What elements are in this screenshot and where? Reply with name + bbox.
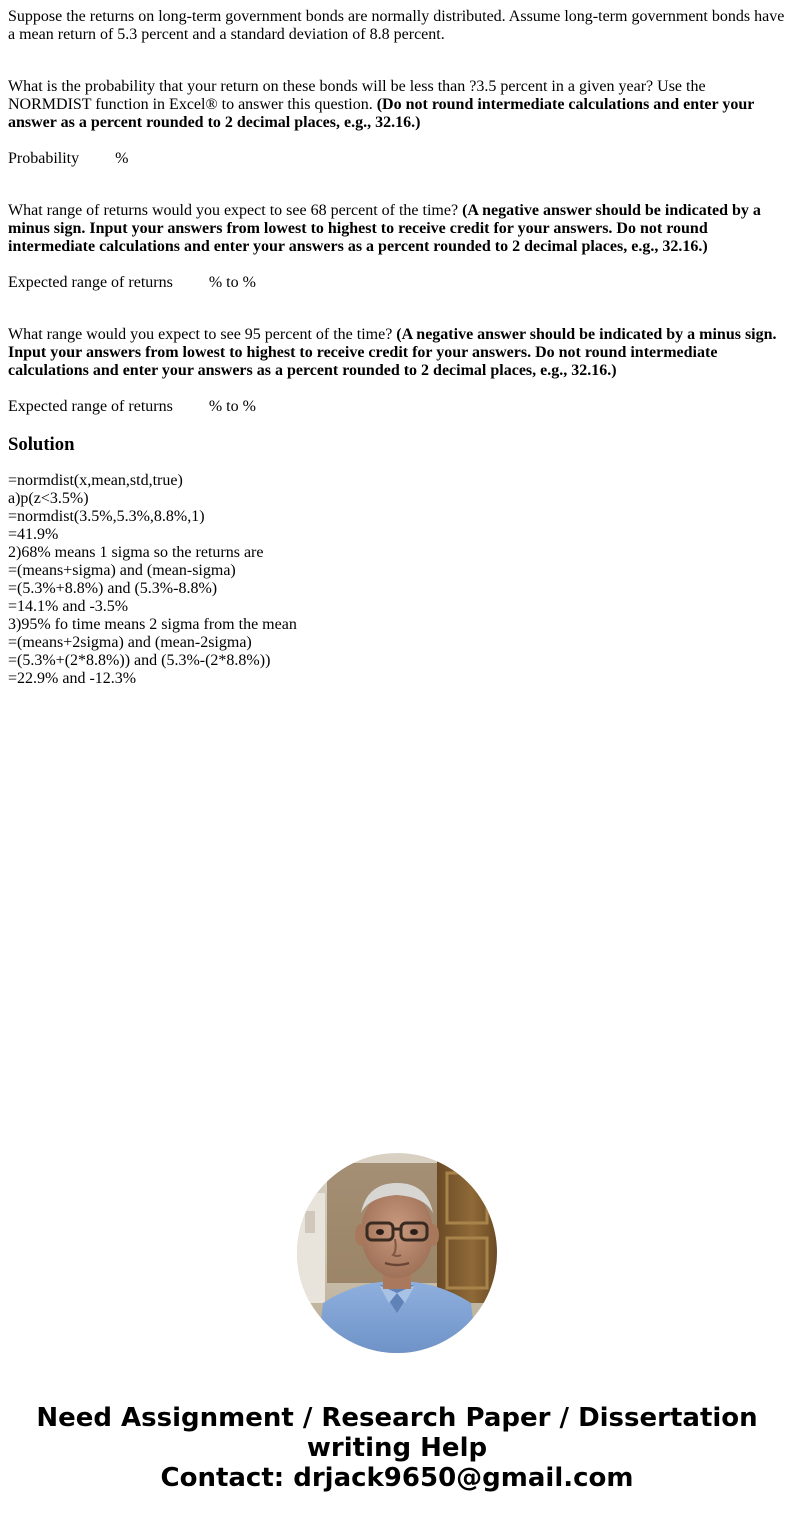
tutor-portrait-icon	[297, 1153, 497, 1353]
question-part-a-text: What is the probability that your return on these bonds will be less than ?3.5 percent in a given year? Use the NORMDIST function in Excel® to answer this question.	[8, 78, 706, 113]
answer-unit-range-68: % to %	[208, 274, 256, 291]
answer-unit-range-95: % to %	[208, 398, 256, 415]
solution-line: =(5.3%+8.8%) and (5.3%-8.8%)	[8, 580, 218, 597]
question-part-a	[8, 78, 786, 132]
solution-line: 2)68% means 1 sigma so the returns are	[8, 544, 264, 561]
solution-line: =22.9% and -12.3%	[8, 670, 137, 687]
solution-line: =(5.3%+(2*8.8%)) and (5.3%-(2*8.8%))	[8, 652, 271, 669]
answer-row-range-95	[8, 398, 786, 416]
answer-row-range-68	[8, 274, 786, 292]
document-content	[8, 8, 786, 688]
footer-line-1: Need Assignment / Research Paper / Dissertation	[36, 1403, 758, 1433]
question-intro: Suppose the returns on long-term government bonds are normally distributed. Assume long-term government bonds have a mean return of 5.3 percent and a standard deviation of 8.8 percent.	[8, 8, 785, 43]
answer-label-range-68: Expected range of returns	[8, 274, 173, 291]
solution-heading: Solution	[8, 434, 75, 455]
solution-line: =(means+sigma) and (mean-sigma)	[8, 562, 236, 579]
solution-line: =normdist(3.5%,5.3%,8.8%,1)	[8, 508, 205, 525]
answer-row-probability	[8, 150, 786, 168]
answer-label-range-95: Expected range of returns	[8, 398, 173, 415]
solution-line: =(means+2sigma) and (mean-2sigma)	[8, 634, 252, 651]
question-part-b	[8, 202, 786, 256]
solution-body	[8, 472, 786, 688]
solution-line: a)p(z<3.5%)	[8, 490, 89, 507]
footer-line-2: writing Help	[306, 1433, 488, 1463]
footer-contact[interactable]: Contact: drjack9650@gmail.com	[160, 1463, 634, 1493]
question-part-c	[8, 326, 786, 380]
solution-line: =14.1% and -3.5%	[8, 598, 129, 615]
question-part-b-text: What range of returns would you expect to see 68 percent of the time?	[8, 202, 463, 219]
solution-line: 3)95% fo time means 2 sigma from the mean	[8, 616, 297, 633]
question-part-b-instructions: (A negative answer should be indicated by a minus sign. Input your answers from lowest to highest to receive credit for your answers. Do not round intermediate calculations and enter your answers as a percent rounded to 2 decimal places, e.g., 32.16.)	[8, 202, 761, 255]
answer-label-probability: Probability	[8, 150, 80, 167]
solution-line: =41.9%	[8, 526, 59, 543]
answer-unit-probability: %	[115, 150, 129, 167]
question-part-a-instructions: (Do not round intermediate calculations and enter your answer as a percent rounded to 2 decimal places, e.g., 32.16.)	[8, 96, 755, 131]
question-part-c-instructions: (A negative answer should be indicated by a minus sign. Input your answers from lowest to highest to receive credit for your answers. Do not round intermediate calculations and enter your answers as a percent rounded to 2 decimal places, e.g., 32.16.)	[8, 326, 777, 379]
question-part-c-text: What range would you expect to see 95 percent of the time?	[8, 326, 397, 343]
tutor-avatar	[297, 1153, 497, 1353]
solution-line: =normdist(x,mean,std,true)	[8, 472, 183, 489]
footer-promo	[0, 1403, 794, 1493]
